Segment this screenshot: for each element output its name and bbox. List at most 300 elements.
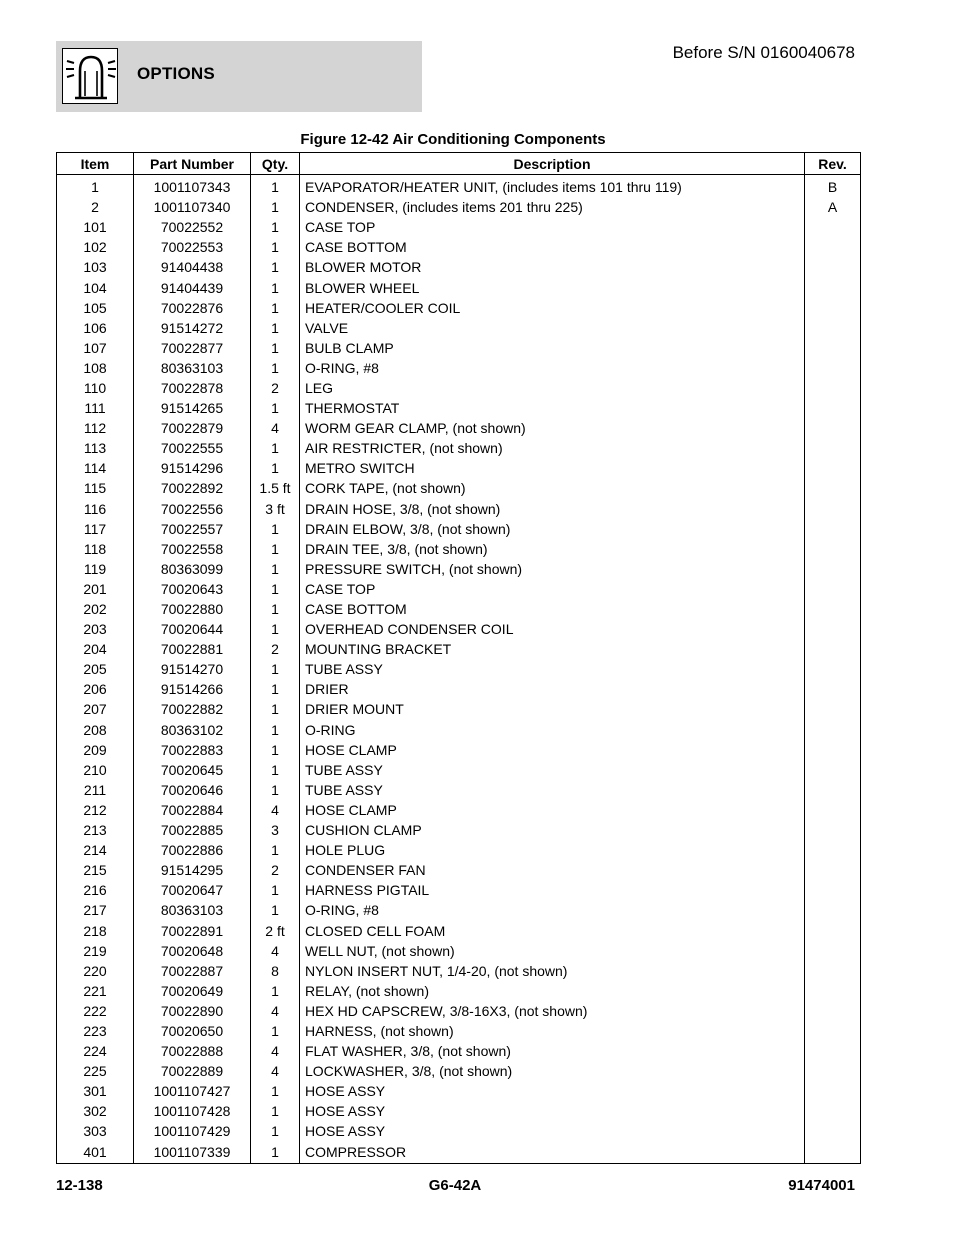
cell-part-number: 80363102 (134, 720, 251, 740)
cell-description: TUBE ASSY (300, 659, 805, 679)
cell-part-number: 91404438 (134, 257, 251, 277)
cell-description: HOSE CLAMP (300, 800, 805, 820)
cell-description: CASE BOTTOM (300, 599, 805, 619)
table-row (57, 860, 861, 880)
cell-item: 105 (57, 298, 134, 318)
table-row (57, 579, 861, 599)
cell-qty: 4 (251, 1001, 300, 1021)
cell-qty: 1 (251, 880, 300, 900)
table-row (57, 277, 861, 297)
cell-part-number: 70022882 (134, 699, 251, 719)
cell-description: VALVE (300, 318, 805, 338)
table-row (57, 900, 861, 920)
cell-item: 218 (57, 920, 134, 940)
cell-part-number: 70022557 (134, 519, 251, 539)
cell-qty: 1 (251, 599, 300, 619)
cell-item: 107 (57, 338, 134, 358)
cell-rev (805, 1061, 861, 1081)
cell-part-number: 70022885 (134, 820, 251, 840)
cell-qty: 1 (251, 438, 300, 458)
table-row (57, 720, 861, 740)
cell-part-number: 70022887 (134, 961, 251, 981)
cell-item: 211 (57, 780, 134, 800)
table-row (57, 679, 861, 699)
cell-qty: 1 (251, 720, 300, 740)
cell-description: TUBE ASSY (300, 780, 805, 800)
cell-item: 213 (57, 820, 134, 840)
cell-qty: 1 (251, 1081, 300, 1101)
cell-qty: 1 (251, 900, 300, 920)
cell-part-number: 91404439 (134, 277, 251, 297)
cell-item: 207 (57, 699, 134, 719)
cell-rev (805, 438, 861, 458)
cell-qty: 2 (251, 860, 300, 880)
cell-rev (805, 639, 861, 659)
table-row (57, 639, 861, 659)
column-header-description: Description (300, 153, 805, 175)
cell-part-number: 70020648 (134, 941, 251, 961)
cell-part-number: 70022879 (134, 418, 251, 438)
cell-description: CUSHION CLAMP (300, 820, 805, 840)
cell-qty: 3 ft (251, 499, 300, 519)
model-number: G6-42A (428, 1177, 482, 1194)
cell-part-number: 70022878 (134, 378, 251, 398)
cell-description: O-RING (300, 720, 805, 740)
cell-description: HEATER/COOLER COIL (300, 298, 805, 318)
cell-description: DRAIN ELBOW, 3/8, (not shown) (300, 519, 805, 539)
cell-part-number: 70022877 (134, 338, 251, 358)
cell-rev (805, 920, 861, 940)
cell-qty: 1 (251, 277, 300, 297)
table-row (57, 780, 861, 800)
cell-rev (805, 981, 861, 1001)
cell-qty: 8 (251, 961, 300, 981)
cell-qty: 1 (251, 840, 300, 860)
table-row (57, 559, 861, 579)
manual-number: 91474001 (788, 1177, 855, 1194)
cell-item: 219 (57, 941, 134, 961)
cell-description: NYLON INSERT NUT, 1/4-20, (not shown) (300, 961, 805, 981)
cell-rev (805, 1001, 861, 1021)
cell-description: CLOSED CELL FOAM (300, 920, 805, 940)
cell-part-number: 1001107339 (134, 1142, 251, 1164)
cell-description: HOSE ASSY (300, 1121, 805, 1141)
cell-rev (805, 720, 861, 740)
column-header-qty: Qty. (251, 153, 300, 175)
cell-description: HOSE CLAMP (300, 740, 805, 760)
table-row (57, 398, 861, 418)
cell-item: 114 (57, 458, 134, 478)
cell-part-number: 1001107427 (134, 1081, 251, 1101)
cell-part-number: 80363103 (134, 358, 251, 378)
cell-description: HOLE PLUG (300, 840, 805, 860)
table-header-row (57, 153, 861, 175)
section-title: OPTIONS (137, 64, 215, 83)
table-row (57, 338, 861, 358)
table-row (57, 358, 861, 378)
table-row (57, 257, 861, 277)
cell-item: 401 (57, 1142, 134, 1164)
cell-description: DRAIN HOSE, 3/8, (not shown) (300, 499, 805, 519)
cell-item: 119 (57, 559, 134, 579)
table-row (57, 820, 861, 840)
cell-description: PRESSURE SWITCH, (not shown) (300, 559, 805, 579)
table-row (57, 519, 861, 539)
cell-item: 204 (57, 639, 134, 659)
column-header-rev: Rev. (805, 153, 861, 175)
cell-item: 202 (57, 599, 134, 619)
cell-rev (805, 820, 861, 840)
cell-item: 111 (57, 398, 134, 418)
cell-qty: 1 (251, 338, 300, 358)
cell-item: 101 (57, 217, 134, 237)
cell-item: 201 (57, 579, 134, 599)
cell-rev (805, 579, 861, 599)
cell-description: RELAY, (not shown) (300, 981, 805, 1001)
cell-description: O-RING, #8 (300, 358, 805, 378)
cell-part-number: 91514265 (134, 398, 251, 418)
cell-part-number: 70022883 (134, 740, 251, 760)
cell-qty: 1 (251, 358, 300, 378)
cell-part-number: 70022889 (134, 1061, 251, 1081)
cell-qty: 1 (251, 237, 300, 257)
table-row (57, 1061, 861, 1081)
cell-description: FLAT WASHER, 3/8, (not shown) (300, 1041, 805, 1061)
cell-qty: 1 (251, 257, 300, 277)
cell-item: 220 (57, 961, 134, 981)
cell-description: THERMOSTAT (300, 398, 805, 418)
cell-description: OVERHEAD CONDENSER COIL (300, 619, 805, 639)
cell-part-number: 91514295 (134, 860, 251, 880)
cell-part-number: 70020650 (134, 1021, 251, 1041)
table-row (57, 981, 861, 1001)
cell-part-number: 91514296 (134, 458, 251, 478)
cell-rev (805, 418, 861, 438)
cell-part-number: 70022553 (134, 237, 251, 257)
cell-rev (805, 659, 861, 679)
cell-description: TUBE ASSY (300, 760, 805, 780)
cell-rev (805, 860, 861, 880)
table-row (57, 840, 861, 860)
cell-description: CASE TOP (300, 579, 805, 599)
cell-description: HEX HD CAPSCREW, 3/8-16X3, (not shown) (300, 1001, 805, 1021)
options-icon (62, 48, 118, 104)
cell-item: 1 (57, 175, 134, 198)
cell-rev (805, 398, 861, 418)
cell-item: 217 (57, 900, 134, 920)
table-row (57, 699, 861, 719)
cell-item: 117 (57, 519, 134, 539)
cell-rev (805, 699, 861, 719)
cell-rev (805, 800, 861, 820)
cell-qty: 1 (251, 1121, 300, 1141)
cell-rev (805, 318, 861, 338)
cell-item: 208 (57, 720, 134, 740)
cell-rev (805, 458, 861, 478)
serial-note: Before S/N 0160040678 (672, 43, 855, 62)
cell-part-number: 70022555 (134, 438, 251, 458)
cell-part-number: 1001107429 (134, 1121, 251, 1141)
cell-rev (805, 1121, 861, 1141)
cell-description: LEG (300, 378, 805, 398)
cell-part-number: 1001107428 (134, 1101, 251, 1121)
cell-description: CASE BOTTOM (300, 237, 805, 257)
cell-item: 2 (57, 197, 134, 217)
cell-rev (805, 679, 861, 699)
cell-qty: 1 (251, 539, 300, 559)
table-row (57, 880, 861, 900)
table-row (57, 175, 861, 198)
cell-qty: 1 (251, 519, 300, 539)
table-row (57, 599, 861, 619)
cell-item: 223 (57, 1021, 134, 1041)
cell-rev (805, 358, 861, 378)
cell-description: DRIER (300, 679, 805, 699)
cell-qty: 1 (251, 398, 300, 418)
cell-part-number: 70022558 (134, 539, 251, 559)
cell-rev (805, 378, 861, 398)
cell-description: BLOWER MOTOR (300, 257, 805, 277)
cell-rev (805, 599, 861, 619)
cell-item: 209 (57, 740, 134, 760)
cell-qty: 1 (251, 559, 300, 579)
table-row (57, 659, 861, 679)
cell-description: HOSE ASSY (300, 1081, 805, 1101)
cell-qty: 1 (251, 1021, 300, 1041)
cell-item: 115 (57, 478, 134, 498)
cell-description: BLOWER WHEEL (300, 277, 805, 297)
cell-rev (805, 1081, 861, 1101)
cell-qty: 2 ft (251, 920, 300, 940)
cell-rev (805, 961, 861, 981)
cell-qty: 1 (251, 760, 300, 780)
figure-title: Figure 12-42 Air Conditioning Components (300, 131, 606, 148)
cell-qty: 4 (251, 1041, 300, 1061)
cell-item: 102 (57, 237, 134, 257)
cell-item: 210 (57, 760, 134, 780)
cell-description: AIR RESTRICTER, (not shown) (300, 438, 805, 458)
cell-qty: 3 (251, 820, 300, 840)
cell-rev (805, 1101, 861, 1121)
table-row (57, 1121, 861, 1141)
cell-part-number: 80363103 (134, 900, 251, 920)
table-row (57, 539, 861, 559)
cell-description: HARNESS PIGTAIL (300, 880, 805, 900)
cell-rev (805, 1041, 861, 1061)
cell-qty: 1 (251, 780, 300, 800)
table-row (57, 217, 861, 237)
column-header-part-number: Part Number (134, 153, 251, 175)
parts-table (56, 152, 861, 1164)
cell-qty: 1 (251, 1101, 300, 1121)
cell-item: 103 (57, 257, 134, 277)
cell-description: WORM GEAR CLAMP, (not shown) (300, 418, 805, 438)
cell-rev (805, 1142, 861, 1164)
cell-item: 110 (57, 378, 134, 398)
cell-description: CONDENSER FAN (300, 860, 805, 880)
table-row (57, 418, 861, 438)
cell-part-number: 70020645 (134, 760, 251, 780)
cell-rev (805, 740, 861, 760)
cell-rev (805, 880, 861, 900)
cell-item: 225 (57, 1061, 134, 1081)
cell-rev (805, 298, 861, 318)
cell-rev (805, 338, 861, 358)
cell-part-number: 1001107340 (134, 197, 251, 217)
cell-description: HOSE ASSY (300, 1101, 805, 1121)
cell-part-number: 70022892 (134, 478, 251, 498)
cell-description: WELL NUT, (not shown) (300, 941, 805, 961)
cell-item: 301 (57, 1081, 134, 1101)
table-row (57, 478, 861, 498)
column-header-item: Item (57, 153, 134, 175)
cell-item: 108 (57, 358, 134, 378)
cell-qty: 1.5 ft (251, 478, 300, 498)
cell-qty: 4 (251, 418, 300, 438)
cell-part-number: 80363099 (134, 559, 251, 579)
cell-rev (805, 237, 861, 257)
cell-description: HARNESS, (not shown) (300, 1021, 805, 1041)
cell-description: DRAIN TEE, 3/8, (not shown) (300, 539, 805, 559)
table-row (57, 1142, 861, 1164)
cell-qty: 2 (251, 639, 300, 659)
cell-rev (805, 217, 861, 237)
cell-item: 224 (57, 1041, 134, 1061)
cell-qty: 1 (251, 659, 300, 679)
cell-description: LOCKWASHER, 3/8, (not shown) (300, 1061, 805, 1081)
cell-description: COMPRESSOR (300, 1142, 805, 1164)
cell-item: 118 (57, 539, 134, 559)
cell-item: 203 (57, 619, 134, 639)
table-row (57, 499, 861, 519)
cell-description: DRIER MOUNT (300, 699, 805, 719)
cell-part-number: 70022881 (134, 639, 251, 659)
cell-description: CASE TOP (300, 217, 805, 237)
cell-description: CORK TAPE, (not shown) (300, 478, 805, 498)
cell-rev (805, 1021, 861, 1041)
cell-item: 216 (57, 880, 134, 900)
table-row (57, 438, 861, 458)
cell-qty: 1 (251, 579, 300, 599)
cell-item: 215 (57, 860, 134, 880)
cell-rev (805, 519, 861, 539)
table-row (57, 1101, 861, 1121)
cell-part-number: 91514270 (134, 659, 251, 679)
cell-description: CONDENSER, (includes items 201 thru 225) (300, 197, 805, 217)
cell-part-number: 1001107343 (134, 175, 251, 198)
cell-qty: 1 (251, 197, 300, 217)
cell-rev (805, 941, 861, 961)
cell-rev (805, 478, 861, 498)
table-row (57, 941, 861, 961)
cell-qty: 1 (251, 740, 300, 760)
cell-qty: 2 (251, 378, 300, 398)
cell-part-number: 91514272 (134, 318, 251, 338)
cell-qty: 1 (251, 175, 300, 198)
cell-part-number: 70022552 (134, 217, 251, 237)
table-row (57, 920, 861, 940)
cell-rev (805, 277, 861, 297)
cell-part-number: 70022891 (134, 920, 251, 940)
page-number: 12-138 (56, 1177, 103, 1194)
cell-qty: 4 (251, 941, 300, 961)
cell-item: 222 (57, 1001, 134, 1021)
cell-part-number: 70020643 (134, 579, 251, 599)
cell-part-number: 70020647 (134, 880, 251, 900)
table-row (57, 740, 861, 760)
cell-rev (805, 900, 861, 920)
table-row (57, 961, 861, 981)
cell-item: 113 (57, 438, 134, 458)
cell-description: EVAPORATOR/HEATER UNIT, (includes items 101 thru 119) (300, 175, 805, 198)
cell-part-number: 70022876 (134, 298, 251, 318)
cell-description: METRO SWITCH (300, 458, 805, 478)
cell-qty: 1 (251, 981, 300, 1001)
cell-item: 206 (57, 679, 134, 699)
cell-qty: 1 (251, 619, 300, 639)
table-row (57, 760, 861, 780)
cell-description: MOUNTING BRACKET (300, 639, 805, 659)
table-row (57, 458, 861, 478)
table-row (57, 1081, 861, 1101)
cell-description: BULB CLAMP (300, 338, 805, 358)
table-row (57, 1021, 861, 1041)
cell-item: 205 (57, 659, 134, 679)
cell-part-number: 70020649 (134, 981, 251, 1001)
cell-rev: B (805, 175, 861, 198)
cell-qty: 4 (251, 1061, 300, 1081)
cell-part-number: 70020644 (134, 619, 251, 639)
cell-item: 303 (57, 1121, 134, 1141)
cell-qty: 4 (251, 800, 300, 820)
table-row (57, 237, 861, 257)
cell-rev (805, 559, 861, 579)
cell-item: 302 (57, 1101, 134, 1121)
cell-item: 104 (57, 277, 134, 297)
table-row (57, 619, 861, 639)
cell-item: 212 (57, 800, 134, 820)
cell-item: 112 (57, 418, 134, 438)
cell-part-number: 70022890 (134, 1001, 251, 1021)
cell-part-number: 91514266 (134, 679, 251, 699)
cell-item: 221 (57, 981, 134, 1001)
cell-rev (805, 257, 861, 277)
cell-rev: A (805, 197, 861, 217)
cell-item: 214 (57, 840, 134, 860)
cell-rev (805, 780, 861, 800)
cell-qty: 1 (251, 298, 300, 318)
cell-qty: 1 (251, 699, 300, 719)
cell-part-number: 70022884 (134, 800, 251, 820)
table-row (57, 197, 861, 217)
cell-qty: 1 (251, 318, 300, 338)
table-row (57, 1041, 861, 1061)
table-row (57, 298, 861, 318)
table-row (57, 1001, 861, 1021)
cell-rev (805, 760, 861, 780)
cell-part-number: 70022880 (134, 599, 251, 619)
cell-qty: 1 (251, 679, 300, 699)
cell-rev (805, 499, 861, 519)
cell-description: O-RING, #8 (300, 900, 805, 920)
cell-qty: 1 (251, 217, 300, 237)
cell-rev (805, 619, 861, 639)
cell-part-number: 70022886 (134, 840, 251, 860)
table-row (57, 318, 861, 338)
cell-item: 116 (57, 499, 134, 519)
cell-qty: 1 (251, 458, 300, 478)
cell-rev (805, 539, 861, 559)
